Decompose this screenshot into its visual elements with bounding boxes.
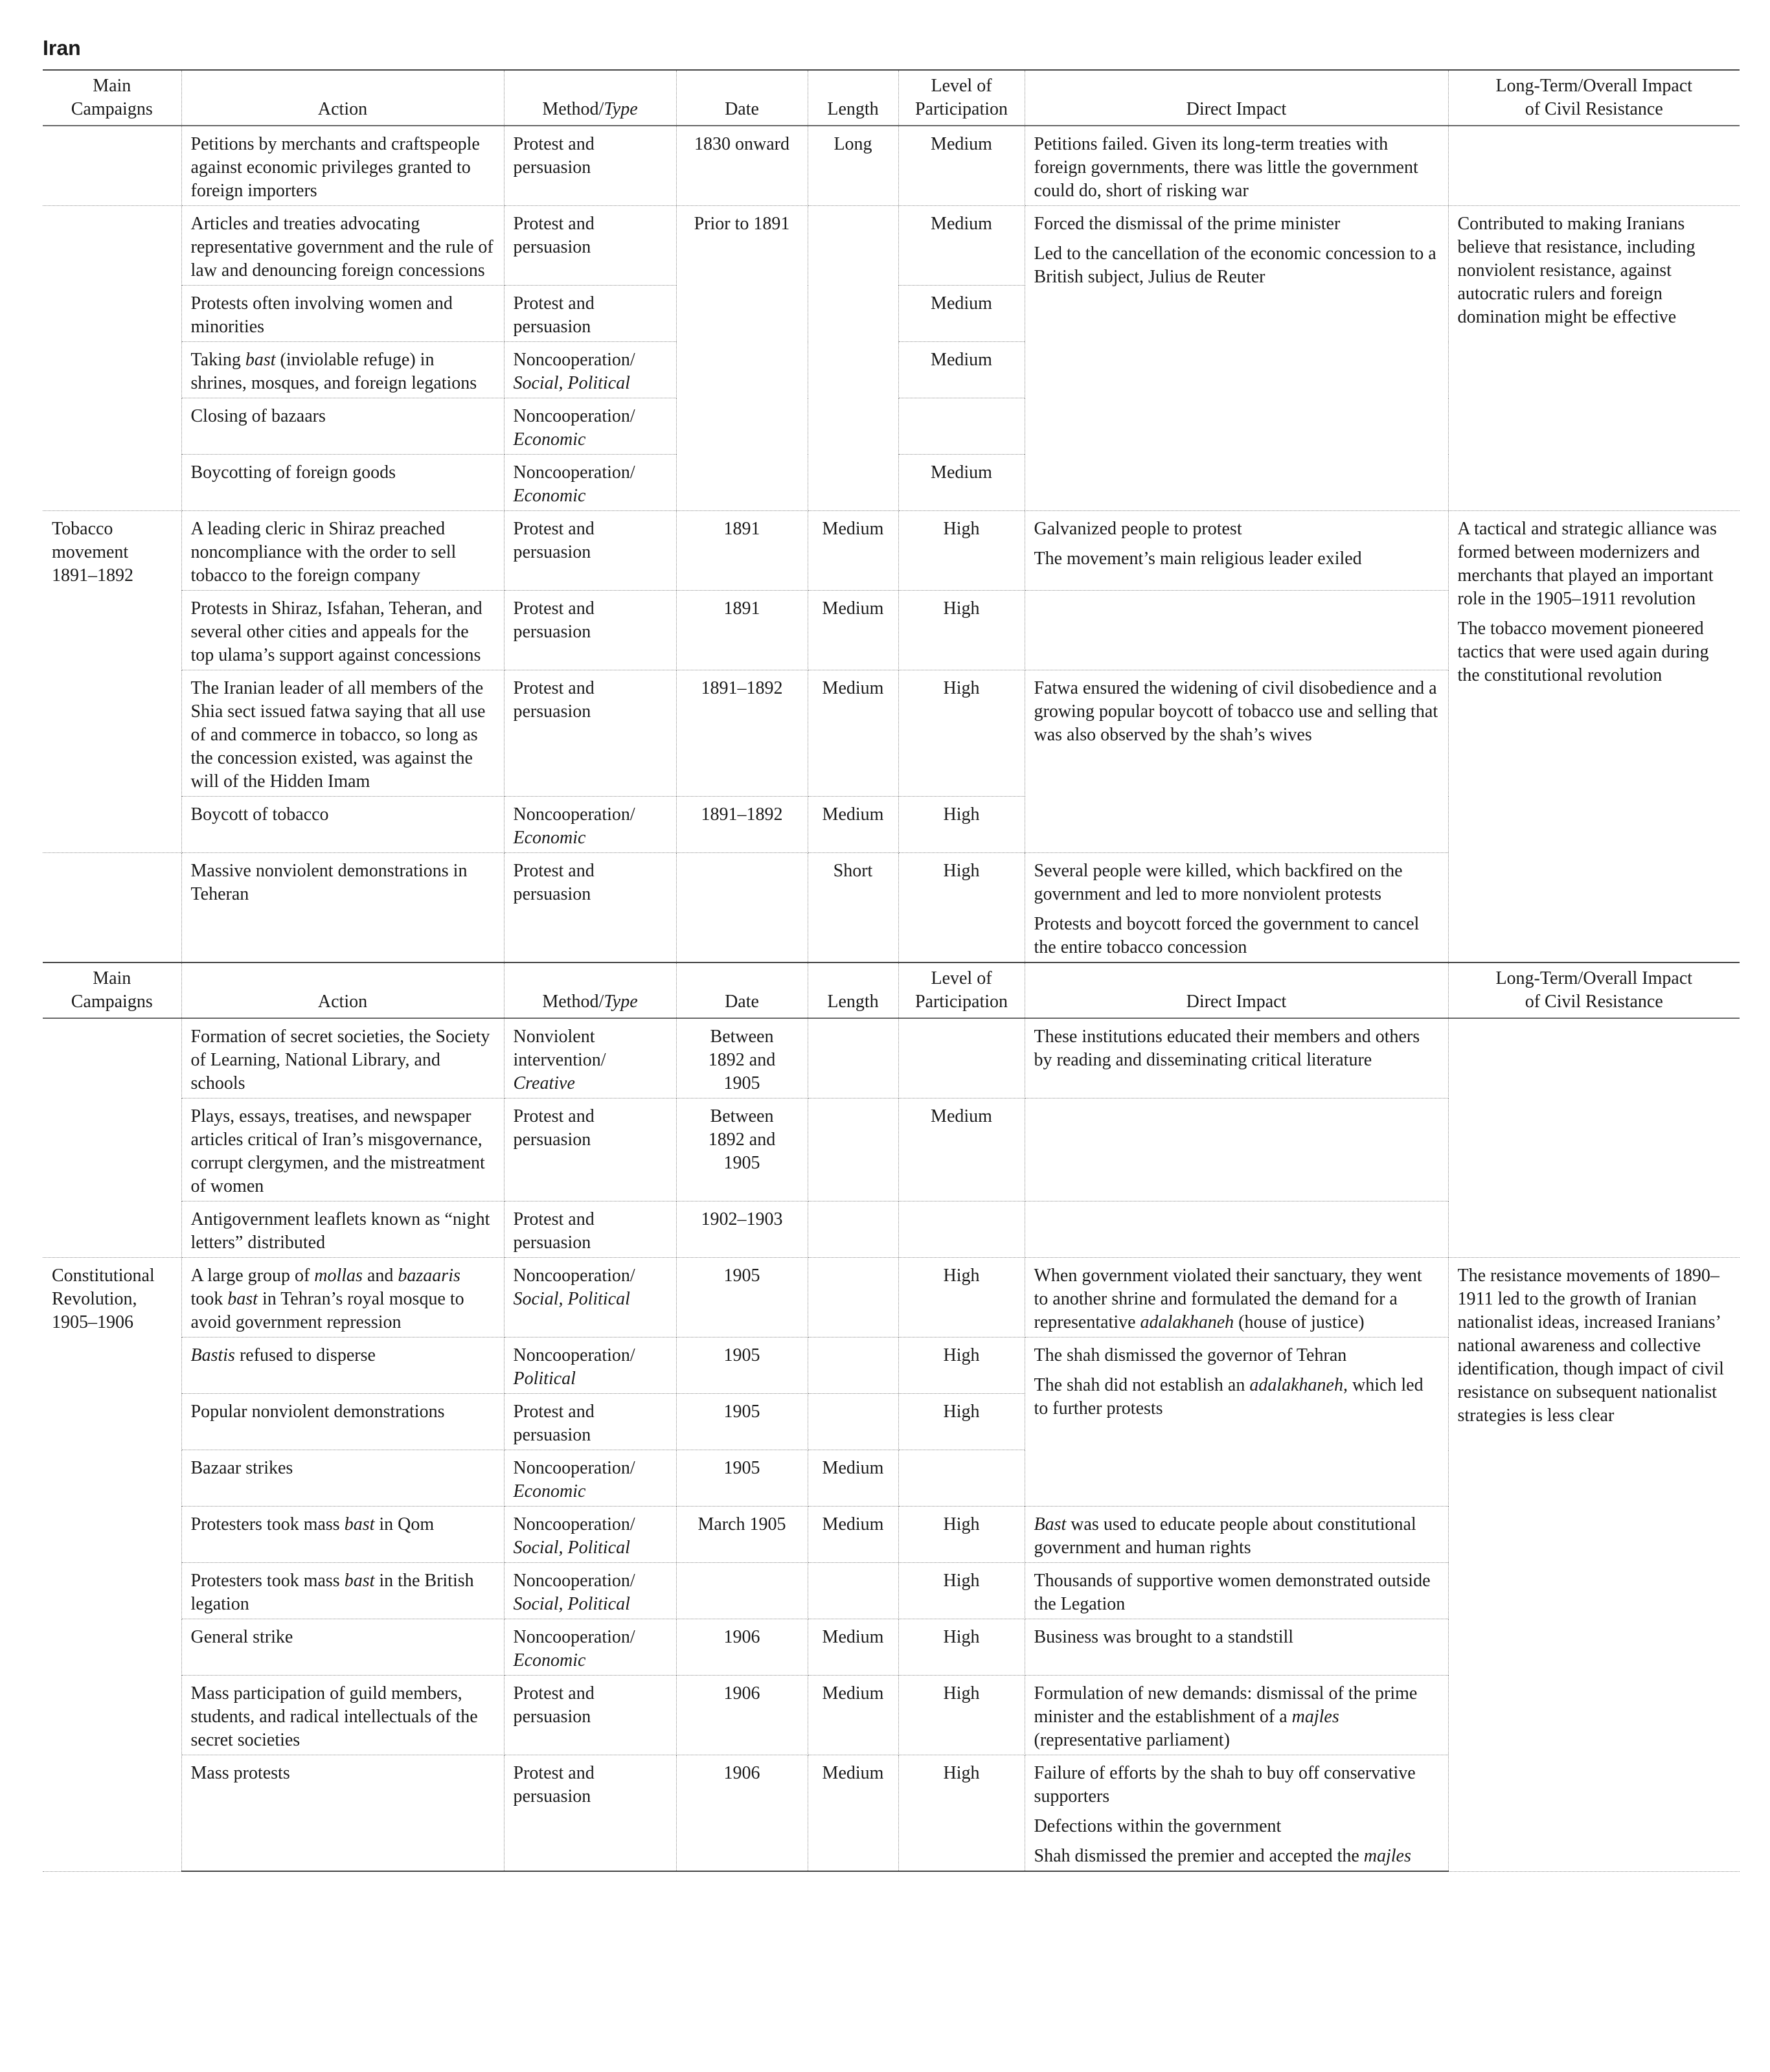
action-cell: The Iranian leader of all members of the Shia sect issued fatwa saying that all use of and commerce in tobacco, so long as the concession existed, was against the will of the Hidden Imam: [181, 670, 504, 797]
length-cell: [808, 1099, 898, 1201]
header-direct-impact: Direct Impact: [1025, 70, 1448, 126]
direct-impact-cell: [1025, 591, 1448, 670]
participation-cell: High: [898, 853, 1025, 963]
date-cell: Between 1892 and 1905: [676, 1099, 808, 1201]
long-term-cell: Contributed to making Iranians believe that resistance, including nonviolent resistance, against autocratic rulers and foreign domination might be effective: [1448, 206, 1740, 511]
method-cell: Protest and persuasion: [504, 853, 676, 963]
direct-impact-cell: The shah dismissed the governor of Tehran The shah did not establish an adalakhaneh, which led to further protests: [1025, 1338, 1448, 1507]
participation-cell: Medium: [898, 286, 1025, 342]
header-participation: Level of Participation: [898, 70, 1025, 126]
header-main-campaigns: Main Campaigns: [43, 962, 181, 1018]
direct-impact-cell: Forced the dismissal of the prime minister Led to the cancellation of the economic concession to a British subject, Julius de Reuter: [1025, 206, 1448, 511]
table-row: [43, 1258, 1740, 1338]
participation-cell: High: [898, 1755, 1025, 1872]
header-length: Length: [808, 70, 898, 126]
action-cell: Formation of secret societies, the Society of Learning, National Library, and schools: [181, 1018, 504, 1099]
direct-impact-cell: Formulation of new demands: dismissal of the prime minister and the establishment of a majles (representative parliament): [1025, 1676, 1448, 1755]
header-date: Date: [676, 70, 808, 126]
header-main-campaigns: Main Campaigns: [43, 70, 181, 126]
direct-impact-cell: Galvanized people to protest The movement’s main religious leader exiled: [1025, 511, 1448, 591]
campaign-cell: [43, 1018, 181, 1258]
participation-cell: Medium: [898, 455, 1025, 511]
date-cell: 1906: [676, 1619, 808, 1676]
participation-cell: High: [898, 1258, 1025, 1338]
action-cell: Closing of bazaars: [181, 398, 504, 455]
participation-cell: [898, 398, 1025, 455]
header-long-term-impact: Long-Term/Overall Impact of Civil Resistance: [1448, 962, 1740, 1018]
date-cell: 1891: [676, 591, 808, 670]
action-cell: Bazaar strikes: [181, 1450, 504, 1507]
date-cell: March 1905: [676, 1507, 808, 1563]
table-row: [43, 511, 1740, 591]
length-cell: Medium: [808, 1619, 898, 1676]
date-cell: 1905: [676, 1338, 808, 1394]
header-action: Action: [181, 70, 504, 126]
participation-cell: High: [898, 591, 1025, 670]
method-cell: Noncooperation/ Social, Political: [504, 1563, 676, 1619]
table-row: [43, 1018, 1740, 1099]
document-page: [43, 36, 1740, 1872]
method-cell: Protest and persuasion: [504, 511, 676, 591]
method-cell: Noncooperation/ Social, Political: [504, 342, 676, 398]
method-cell: Protest and persuasion: [504, 1099, 676, 1201]
participation-cell: High: [898, 797, 1025, 853]
direct-impact-cell: Business was brought to a standstill: [1025, 1619, 1448, 1676]
table-row: [43, 206, 1740, 286]
table-header-row: [43, 70, 1740, 126]
method-cell: Protest and persuasion: [504, 1755, 676, 1872]
date-cell: 1905: [676, 1258, 808, 1338]
action-cell: Popular nonviolent demonstrations: [181, 1394, 504, 1450]
participation-cell: [898, 1450, 1025, 1507]
length-cell: Medium: [808, 1507, 898, 1563]
length-cell: Medium: [808, 591, 898, 670]
direct-impact-cell: [1025, 1201, 1448, 1258]
method-cell: Protest and persuasion: [504, 286, 676, 342]
civil-resistance-table: [43, 69, 1740, 1872]
direct-impact-cell: Several people were killed, which backfired on the government and led to more nonviolent protests Protests and boycott forced the government to cancel the entire tobacco concession: [1025, 853, 1448, 963]
method-cell: Noncooperation/ Political: [504, 1338, 676, 1394]
length-cell: [808, 1201, 898, 1258]
long-term-cell: The resistance movements of 1890–1911 led to the growth of Iranian nationalist ideas, increased Iranians’ national awareness and collective identification, though impact of civil resistance on subsequent nationalist strategies is less clear: [1448, 1258, 1740, 1872]
method-cell: Nonviolent intervention/ Creative: [504, 1018, 676, 1099]
participation-cell: High: [898, 511, 1025, 591]
method-cell: Protest and persuasion: [504, 1201, 676, 1258]
date-cell: 1891–1892: [676, 670, 808, 797]
date-cell: Prior to 1891: [676, 206, 808, 511]
length-cell: Medium: [808, 511, 898, 591]
action-cell: A leading cleric in Shiraz preached noncompliance with the order to sell tobacco to the foreign company: [181, 511, 504, 591]
page-title: Iran: [43, 36, 81, 60]
header-participation: Level of Participation: [898, 962, 1025, 1018]
table-row: [43, 126, 1740, 206]
participation-cell: Medium: [898, 1099, 1025, 1201]
participation-cell: [898, 1018, 1025, 1099]
participation-cell: High: [898, 1563, 1025, 1619]
header-method-type: Method/Type: [504, 962, 676, 1018]
length-cell: [808, 1563, 898, 1619]
method-cell: Protest and persuasion: [504, 1676, 676, 1755]
action-cell: Bastis refused to disperse: [181, 1338, 504, 1394]
action-cell: Mass participation of guild members, students, and radical intellectuals of the secret societies: [181, 1676, 504, 1755]
participation-cell: High: [898, 1338, 1025, 1394]
participation-cell: Medium: [898, 206, 1025, 286]
length-cell: Medium: [808, 1676, 898, 1755]
method-cell: Noncooperation/ Economic: [504, 455, 676, 511]
action-cell: Protesters took mass bast in the British legation: [181, 1563, 504, 1619]
method-cell: Noncooperation/ Social, Political: [504, 1507, 676, 1563]
length-cell: Medium: [808, 1755, 898, 1872]
direct-impact-cell: Bast was used to educate people about constitutional government and human rights: [1025, 1507, 1448, 1563]
direct-impact-cell: [1025, 1099, 1448, 1201]
date-cell: 1905: [676, 1394, 808, 1450]
action-cell: Petitions by merchants and craftspeople against economic privileges granted to foreign importers: [181, 126, 504, 206]
long-term-cell: [1448, 1018, 1740, 1258]
direct-impact-cell: Petitions failed. Given its long-term treaties with foreign governments, there was little the government could do, short of risking war: [1025, 126, 1448, 206]
date-cell: 1906: [676, 1676, 808, 1755]
campaign-cell: Tobacco movement 1891–1892: [43, 511, 181, 853]
length-cell: Short: [808, 853, 898, 963]
direct-impact-cell: These institutions educated their members and others by reading and disseminating critical literature: [1025, 1018, 1448, 1099]
method-cell: Noncooperation/ Economic: [504, 1619, 676, 1676]
participation-cell: High: [898, 670, 1025, 797]
direct-impact-cell: Failure of efforts by the shah to buy off conservative supporters Defections within the government Shah dismissed the premier and accepted the majles: [1025, 1755, 1448, 1872]
action-cell: Protests in Shiraz, Isfahan, Teheran, and several other cities and appeals for the top ulama’s support against concessions: [181, 591, 504, 670]
date-cell: [676, 853, 808, 963]
method-cell: Protest and persuasion: [504, 1394, 676, 1450]
date-cell: 1906: [676, 1755, 808, 1872]
direct-impact-cell: Thousands of supportive women demonstrated outside the Legation: [1025, 1563, 1448, 1619]
date-cell: [676, 1563, 808, 1619]
date-cell: 1830 onward: [676, 126, 808, 206]
header-method-type: Method/Type: [504, 70, 676, 126]
length-cell: [808, 1258, 898, 1338]
campaign-cell: [43, 853, 181, 963]
length-cell: [808, 206, 898, 511]
action-cell: Boycott of tobacco: [181, 797, 504, 853]
participation-cell: High: [898, 1676, 1025, 1755]
long-term-cell: A tactical and strategic alliance was formed between modernizers and merchants that played an important role in the 1905–1911 revolution The tobacco movement pioneered tactics that were used again during the constitutional revolution: [1448, 511, 1740, 963]
action-cell: Protesters took mass bast in Qom: [181, 1507, 504, 1563]
action-cell: A large group of mollas and bazaaris took bast in Tehran’s royal mosque to avoid government repression: [181, 1258, 504, 1338]
participation-cell: Medium: [898, 342, 1025, 398]
action-cell: Protests often involving women and minorities: [181, 286, 504, 342]
method-cell: Protest and persuasion: [504, 126, 676, 206]
header-action: Action: [181, 962, 504, 1018]
method-cell: Noncooperation/ Economic: [504, 398, 676, 455]
header-direct-impact: Direct Impact: [1025, 962, 1448, 1018]
campaign-cell: [43, 206, 181, 511]
date-cell: 1905: [676, 1450, 808, 1507]
length-cell: [808, 1338, 898, 1394]
length-cell: [808, 1394, 898, 1450]
length-cell: Medium: [808, 670, 898, 797]
method-cell: Noncooperation/ Social, Political: [504, 1258, 676, 1338]
participation-cell: High: [898, 1619, 1025, 1676]
participation-cell: [898, 1201, 1025, 1258]
campaign-cell: Constitutional Revolution, 1905–1906: [43, 1258, 181, 1872]
participation-cell: High: [898, 1394, 1025, 1450]
method-cell: Protest and persuasion: [504, 206, 676, 286]
action-cell: Taking bast (inviolable refuge) in shrines, mosques, and foreign legations: [181, 342, 504, 398]
participation-cell: High: [898, 1507, 1025, 1563]
action-cell: Massive nonviolent demonstrations in Teheran: [181, 853, 504, 963]
header-date: Date: [676, 962, 808, 1018]
method-cell: Protest and persuasion: [504, 670, 676, 797]
participation-cell: Medium: [898, 126, 1025, 206]
length-cell: Long: [808, 126, 898, 206]
method-cell: Noncooperation/ Economic: [504, 797, 676, 853]
action-cell: Boycotting of foreign goods: [181, 455, 504, 511]
direct-impact-cell: When government violated their sanctuary, they went to another shrine and formulated the demand for a representative adalakhaneh (house of justice): [1025, 1258, 1448, 1338]
length-cell: Medium: [808, 797, 898, 853]
length-cell: Medium: [808, 1450, 898, 1507]
campaign-cell: [43, 126, 181, 206]
header-long-term-impact: Long-Term/Overall Impact of Civil Resistance: [1448, 70, 1740, 126]
date-cell: 1902–1903: [676, 1201, 808, 1258]
header-length: Length: [808, 962, 898, 1018]
method-cell: Protest and persuasion: [504, 591, 676, 670]
action-cell: General strike: [181, 1619, 504, 1676]
direct-impact-cell: Fatwa ensured the widening of civil disobedience and a growing popular boycott of tobacco use and selling that was also observed by the shah’s wives: [1025, 670, 1448, 853]
long-term-cell: [1448, 126, 1740, 206]
action-cell: Plays, essays, treatises, and newspaper articles critical of Iran’s misgovernance, corrupt clergymen, and the mistreatment of women: [181, 1099, 504, 1201]
date-cell: Between 1892 and 1905: [676, 1018, 808, 1099]
action-cell: Antigovernment leaflets known as “night letters” distributed: [181, 1201, 504, 1258]
length-cell: [808, 1018, 898, 1099]
table-header-row: [43, 962, 1740, 1018]
action-cell: Articles and treaties advocating representative government and the rule of law and denouncing foreign concessions: [181, 206, 504, 286]
date-cell: 1891–1892: [676, 797, 808, 853]
method-cell: Noncooperation/ Economic: [504, 1450, 676, 1507]
action-cell: Mass protests: [181, 1755, 504, 1872]
date-cell: 1891: [676, 511, 808, 591]
